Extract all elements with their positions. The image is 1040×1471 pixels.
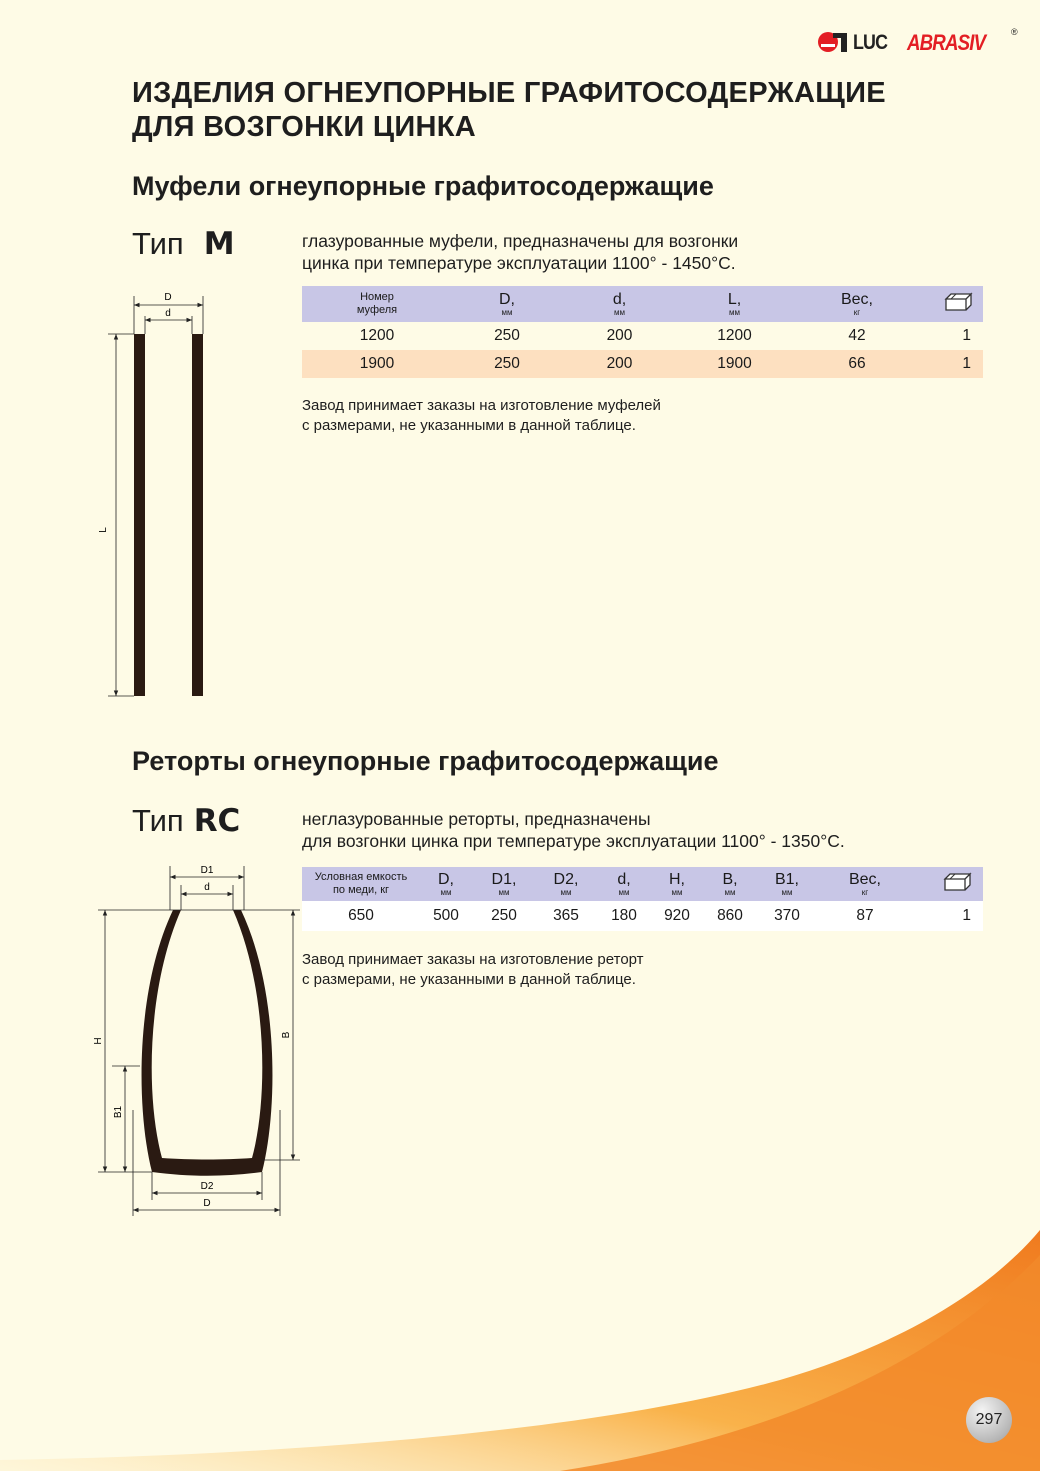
retort-body <box>142 910 273 1176</box>
col-header: D, мм <box>438 870 454 897</box>
retorts-table <box>302 867 983 931</box>
dim-label-H: H <box>93 1037 104 1045</box>
dim-label-D1: D1 <box>200 865 214 876</box>
logo-text-abrasiv: ABRASIV <box>907 30 986 55</box>
retorts-note-line1: Завод принимает заказы на изготовление реторт <box>302 951 644 968</box>
muffles-type-prefix: Тип <box>132 226 184 261</box>
muffle-wall-left <box>134 334 145 696</box>
table-row <box>302 350 983 378</box>
table-cell: 42 <box>848 327 866 344</box>
muffle-wall-right <box>192 334 203 696</box>
muffles-table <box>302 286 983 378</box>
table-cell: 1900 <box>717 355 752 372</box>
col-header: D1, мм <box>491 870 517 897</box>
muffles-table-header <box>302 286 983 322</box>
retorts-heading: Реторты огнеупорные графитосодержащие <box>132 746 719 776</box>
retorts-description <box>302 808 845 852</box>
muffles-desc-line1: глазурованные муфели, предназначены для возгонки <box>302 231 739 251</box>
retorts-desc-line2: для возгонки цинка при температуре эксплуатации 1100° - 1350°C. <box>302 831 845 851</box>
table-cell: 500 <box>433 907 459 924</box>
dim-label-D2: D2 <box>200 1181 214 1192</box>
table-cell: 250 <box>494 355 520 372</box>
table-cell: 860 <box>717 907 743 924</box>
table-cell: 66 <box>848 355 866 372</box>
retorts-type <box>132 803 240 839</box>
table-cell: 1200 <box>717 327 752 344</box>
col-header: L, мм <box>727 290 742 317</box>
page-title-line1: ИЗДЕЛИЯ ОГНЕУПОРНЫЕ ГРАФИТОСОДЕРЖАЩИЕ <box>132 77 886 109</box>
dim-label-d: d <box>165 308 171 319</box>
retorts-type-code: RC <box>193 803 241 839</box>
muffles-note-line2: с размерами, не указанными в данной таблице. <box>302 417 636 434</box>
retorts-note <box>302 950 644 990</box>
retort-drawing <box>85 860 305 1220</box>
table-cell: 1 <box>962 327 971 344</box>
dim-label-L: L <box>98 527 109 533</box>
col-header: Условная емкость по меди, кг <box>314 871 408 896</box>
col-header: d, мм <box>612 290 627 317</box>
page-title <box>132 76 886 144</box>
muffle-drawing <box>95 285 220 705</box>
page-title-line2: ДЛЯ ВОЗГОНКИ ЦИНКА <box>132 111 477 143</box>
table-cell: 87 <box>856 907 874 924</box>
brand-logo <box>817 27 1022 57</box>
col-header: Вес, кг <box>848 870 881 897</box>
logo-text-luc: LUC <box>853 31 888 54</box>
table-cell: 250 <box>491 907 517 924</box>
muffles-type-code: M <box>203 226 235 262</box>
muffles-type <box>132 226 235 262</box>
muffles-desc-line2: цинка при температуре эксплуатации 1100° - 1450°C. <box>302 253 736 273</box>
dim-label-d: d <box>204 882 210 893</box>
retorts-table-header <box>302 867 983 901</box>
retorts-note-line2: с размерами, не указанными в данной таблице. <box>302 971 636 988</box>
col-header: B1, мм <box>774 870 799 897</box>
col-header: B, мм <box>722 870 738 897</box>
table-cell: 250 <box>494 327 520 344</box>
table-cell: 1900 <box>359 355 395 372</box>
col-header: H, мм <box>669 870 685 897</box>
table-row <box>302 322 983 350</box>
table-cell: 1 <box>962 355 971 372</box>
col-header: Номер муфеля <box>356 291 398 316</box>
logo-mark-icon <box>817 29 851 55</box>
muffles-note <box>302 396 661 436</box>
dim-label-D: D <box>164 292 172 303</box>
dim-label-B1: B1 <box>113 1105 124 1119</box>
col-header: D, мм <box>499 290 515 317</box>
dim-label-D: D <box>203 1198 211 1209</box>
table-cell: 200 <box>606 327 633 344</box>
dim-label-B: B <box>281 1031 292 1039</box>
table-cell: 370 <box>774 907 800 924</box>
table-cell: 1200 <box>359 327 395 344</box>
col-header: d, мм <box>617 870 631 897</box>
muffles-note-line1: Завод принимает заказы на изготовление муфелей <box>302 397 661 414</box>
retorts-desc-line1: неглазурованные реторты, предназначены <box>302 809 651 829</box>
table-cell: 200 <box>606 355 633 372</box>
muffles-description <box>302 230 738 274</box>
box-icon <box>914 867 983 901</box>
table-cell: 650 <box>348 907 374 924</box>
table-cell: 365 <box>553 907 579 924</box>
muffles-heading: Муфели огнеупорные графитосодержащие <box>132 171 714 201</box>
box-icon <box>922 286 983 322</box>
col-header: Вес, кг <box>840 290 873 317</box>
page-number: 297 <box>966 1397 1012 1443</box>
table-cell: 180 <box>611 907 637 924</box>
col-header: D2, мм <box>553 870 579 897</box>
retorts-type-prefix: Тип <box>132 803 184 838</box>
table-cell: 920 <box>664 907 690 924</box>
table-cell: 1 <box>962 907 971 924</box>
logo-registered-mark: ® <box>1011 27 1018 37</box>
table-row <box>302 901 983 931</box>
